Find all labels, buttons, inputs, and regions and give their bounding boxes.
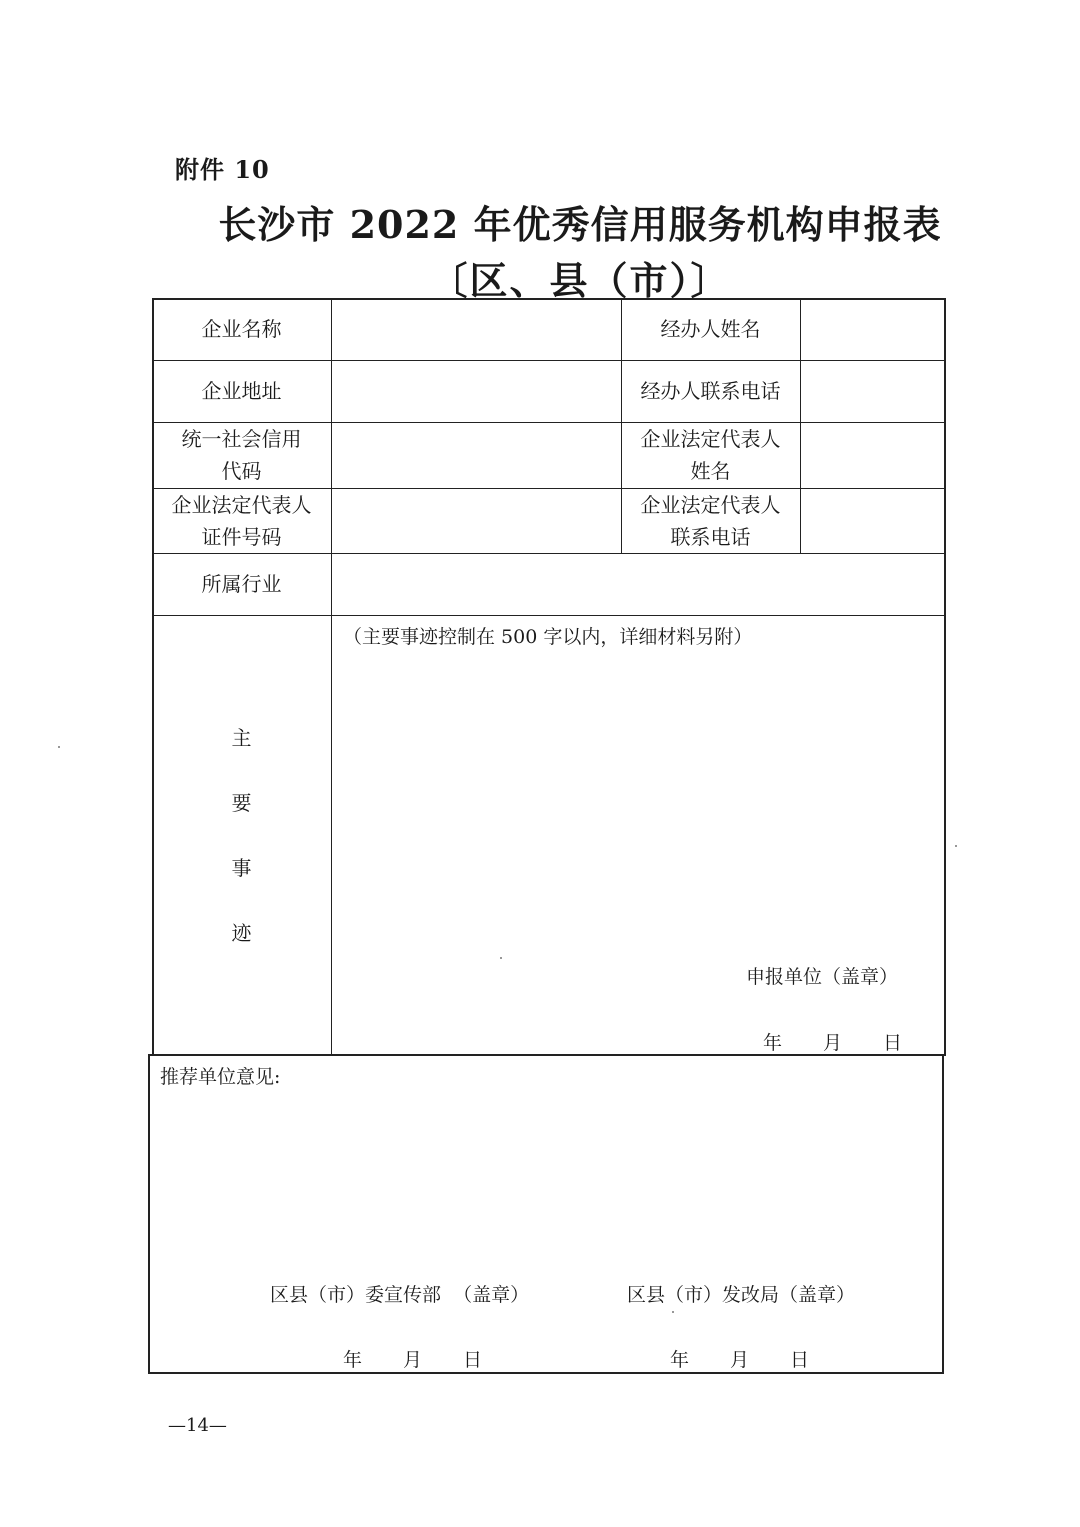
- deeds-label-char: 要: [231, 791, 252, 815]
- legal-rep-name-label: 企业法定代表人 姓名: [640, 427, 781, 483]
- agent-name-label: 经办人姓名: [660, 317, 761, 341]
- agent-name-field[interactable]: [800, 298, 946, 360]
- legal-rep-phone-label: 企业法定代表人 联系电话: [640, 492, 781, 549]
- company-name-field[interactable]: [331, 298, 621, 360]
- scan-speck: [500, 957, 502, 959]
- ndrc-date-day: 日: [790, 1349, 810, 1371]
- company-address-field[interactable]: [331, 360, 621, 422]
- agent-phone-field[interactable]: [800, 360, 946, 422]
- ndrc-date-month: 月: [730, 1349, 750, 1371]
- recommendation-field[interactable]: [150, 1092, 942, 1262]
- page-number: —14—: [168, 1415, 227, 1436]
- propaganda-date-day: 日: [463, 1349, 483, 1371]
- industry-label: 所属行业: [201, 572, 282, 596]
- company-address-label: 企业地址: [201, 379, 282, 403]
- agent-phone-label: 经办人联系电话: [640, 379, 781, 403]
- legal-rep-id-label: 企业法定代表人 证件号码: [171, 492, 312, 549]
- industry-field[interactable]: [331, 553, 946, 615]
- applicant-date-year: 年: [763, 1032, 783, 1054]
- row-divider: [152, 615, 946, 616]
- applicant-seal: 申报单位（盖章）: [746, 966, 899, 988]
- propaganda-dept-seal: 区县（市）委宣传部 （盖章）: [270, 1284, 530, 1306]
- propaganda-date-year: 年: [343, 1349, 363, 1371]
- company-name-label: 企业名称: [201, 317, 282, 341]
- form-subtitle: 〔区、县（市）〕: [429, 258, 731, 303]
- legal-rep-name-field[interactable]: [800, 422, 946, 488]
- deeds-label-char: 主: [231, 726, 252, 750]
- credit-code-label: 统一社会信用 代码: [181, 427, 302, 483]
- scan-speck: [672, 1311, 674, 1313]
- form-title: 长沙市 2022 年优秀信用服务机构申报表: [218, 202, 942, 247]
- scan-speck: [58, 746, 60, 748]
- deeds-label-char: 迹: [231, 921, 252, 945]
- deeds-note: （主要事迹控制在 500 字以内，详细材料另附）: [343, 626, 753, 648]
- applicant-date-day: 日: [883, 1032, 903, 1054]
- credit-code-field[interactable]: [331, 422, 621, 488]
- scan-speck: [955, 845, 957, 847]
- applicant-date-month: 月: [823, 1032, 843, 1054]
- ndrc-date-year: 年: [670, 1349, 690, 1371]
- deeds-label-char: 事: [231, 856, 252, 880]
- recommendation-label: 推荐单位意见:: [160, 1066, 281, 1088]
- legal-rep-id-field[interactable]: [331, 488, 621, 553]
- ndrc-seal: 区县（市）发改局（盖章）: [627, 1284, 856, 1306]
- attachment-label: 附件 10: [175, 155, 270, 184]
- legal-rep-phone-field[interactable]: [800, 488, 946, 553]
- propaganda-date-month: 月: [403, 1349, 423, 1371]
